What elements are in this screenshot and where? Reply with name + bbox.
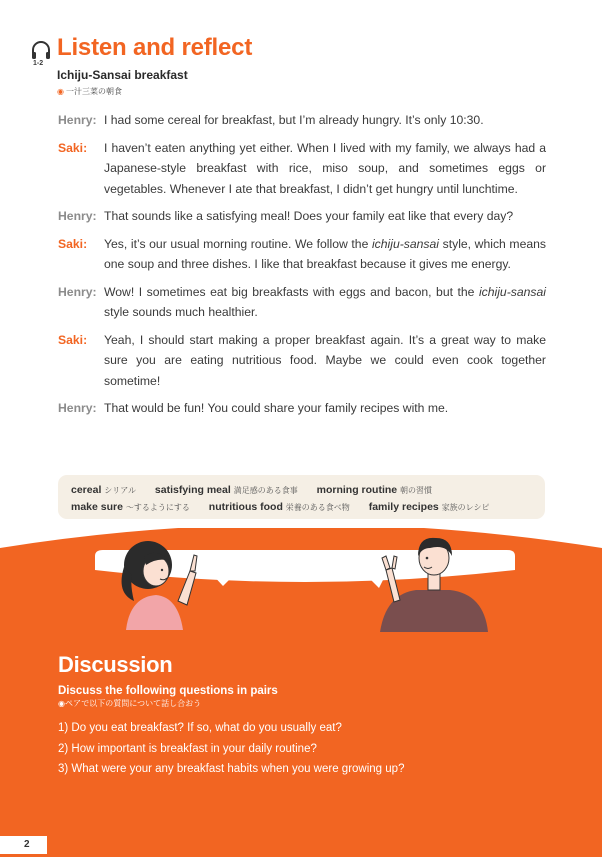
speaker-name: Saki: [58,236,88,251]
speaker-name: Saki: [58,332,88,347]
subtitle: Ichiju-Sansai breakfast [57,68,188,82]
discussion-section [58,652,558,780]
question-list [58,718,558,780]
subtitle-japanese: ◉ 一汁三菜の朝食 [57,87,122,96]
dialogue-line: Yeah, I should start making a proper breakfast again. It’s a great way to make sure you are eating nutritious food. Maybe we could even cook together sometime! [104,332,546,388]
vocab-row [71,499,532,516]
vocab-item: nutritious food 栄養のある食べ物 [208,501,350,513]
discussion-title: Discussion [58,652,173,677]
page-title: Listen and reflect [57,34,253,61]
dialogue-turn [58,330,546,392]
bullet-icon: ◉ [58,699,65,708]
vocab-item: morning routine 朝の習慣 [316,484,433,496]
woman-illustration [108,535,203,630]
dialogue-turn [58,138,546,200]
speaker-name: Henry: [58,209,97,223]
bullet-icon: ◉ [57,87,64,96]
discussion-subtitle-japanese: ◉ペアで以下の質問について話し合おう [58,699,202,708]
dialogue-line: Yes, it’s our usual morning routine. We follow the ichiju-sansai style, which means one soup and three dishes. I like that breakfast because it gives me energy. [104,236,547,271]
dialogue-turn [58,234,546,275]
dialogue-line: I had some cereal for breakfast, but I’m already hungry. It’s only 10:30. [104,113,484,127]
man-illustration [380,530,490,632]
vocab-item: cereal シリアル [71,484,136,496]
speaker-name: Saki: [58,140,88,155]
discussion-subtitle: Discuss the following questions in pairs [58,685,278,697]
track-number: 1-2 [33,60,44,67]
vocab-row [71,482,532,499]
dialogue-turn [58,206,546,227]
page-number: 2 [0,836,47,854]
question-item: 2) How important is breakfast in your daily routine? [58,742,317,755]
vocabulary-box [58,475,545,519]
dialogue-line: That sounds like a satisfying meal! Does your family eat like that every day? [104,209,514,223]
speaker-name: Henry: [58,284,97,299]
dialogue [58,110,546,426]
question-item: 3) What were your any breakfast habits when you were growing up? [58,763,405,775]
dialogue-line: I haven’t eaten anything yet either. When I lived with my family, we always had a Japanese-style breakfast with rice, miso soup, and sometimes eggs or vegetables. Whenever I ate that breakfast, I didn’t get hungry until lunchtime. [104,140,546,196]
speaker-name: Henry: [58,113,97,127]
dialogue-line: That would be fun! You could share your family recipes with me. [104,401,449,415]
speaker-name: Henry: [58,401,97,415]
vocab-item: family recipes 家族のレシピ [368,501,490,513]
dialogue-line: Wow! I sometimes eat big breakfasts with eggs and bacon, but the ichiju-sansai style sounds much healthier. [104,284,546,319]
dialogue-turn [58,110,546,131]
headphones-icon[interactable] [30,40,52,62]
dialogue-turn [58,398,546,419]
dialogue-turn [58,282,546,323]
vocab-item: satisfying meal 満足感のある食事 [154,484,298,496]
question-item: 1) Do you eat breakfast? If so, what do you usually eat? [58,722,342,734]
section-header [30,36,570,96]
vocab-item: make sure 〜するようにする [71,501,190,513]
